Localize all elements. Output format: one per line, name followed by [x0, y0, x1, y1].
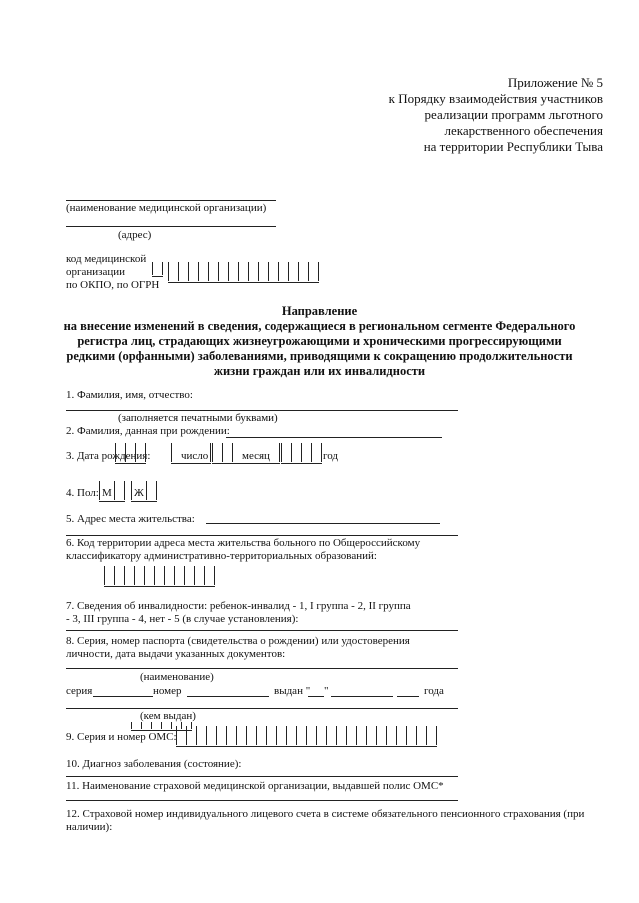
- field-6-label-2: классификатору административно-территориальных образований:: [66, 550, 377, 562]
- doc-series-label: серия: [66, 685, 93, 697]
- org-name-line[interactable]: [66, 200, 276, 201]
- document-title-3: регистра лиц, страдающих жизнеугрожающими и хроническими прогрессирующими: [77, 334, 562, 348]
- doc-issuer-input[interactable]: [66, 708, 458, 709]
- appendix-reference-4: на территории Республики Тыва: [423, 139, 603, 154]
- field-2-input[interactable]: [226, 437, 442, 438]
- doc-issued-quote: ": [324, 685, 329, 697]
- appendix-reference-3: лекарственного обеспечения: [444, 123, 603, 138]
- sex-f-label: Ж: [134, 487, 144, 499]
- field-9-label: 9. Серия и номер ОМС:: [66, 731, 177, 743]
- document-title-4: редкими (орфанными) заболеваниями, приводящими к сокращению продолжительности: [66, 349, 573, 363]
- field-1-caption: (заполняется печатными буквами): [118, 412, 278, 424]
- doc-year-label: года: [424, 685, 444, 697]
- org-code-cells[interactable]: [168, 262, 319, 283]
- field-7-input[interactable]: [66, 630, 458, 631]
- birth-year-cells[interactable]: [281, 443, 322, 464]
- field-8-label-1: 8. Серия, номер паспорта (свидетельства о рождении) или удостоверения: [66, 635, 410, 647]
- field-12-label-1: 12. Страховой номер индивидуального лицевого счета в системе обязательного пенсионного страхования (при: [66, 808, 585, 820]
- field-1-label: 1. Фамилия, имя, отчество:: [66, 389, 193, 401]
- field-10-input[interactable]: [66, 776, 458, 777]
- doc-issued-label: выдан ": [274, 685, 311, 697]
- org-code-cells-1[interactable]: [152, 262, 163, 277]
- birth-day-cells[interactable]: [115, 443, 146, 464]
- field-5-label: 5. Адрес места жительства:: [66, 513, 195, 525]
- org-code-label-1: код медицинской: [66, 253, 147, 265]
- appendix-reference: к Порядку взаимодействия участников: [388, 91, 603, 106]
- doc-issued-day-input[interactable]: [308, 696, 324, 697]
- birth-month-caption: месяц: [242, 450, 270, 462]
- field-12-label-2: наличии):: [66, 821, 113, 833]
- field-7-label-1: 7. Сведения об инвалидности: ребенок-инвалид - 1, I группа - 2, II группа: [66, 600, 411, 612]
- field-1-input[interactable]: [66, 410, 458, 411]
- birth-year-caption: год: [323, 450, 339, 462]
- sex-m-label: М: [102, 487, 112, 499]
- field-6-label-1: 6. Код территории адреса места жительства больного по Общероссийскому: [66, 537, 421, 549]
- doc-issued-month-input[interactable]: [331, 696, 393, 697]
- doc-name-input[interactable]: [66, 668, 458, 669]
- birth-month-cells[interactable]: [212, 443, 233, 464]
- doc-issuer-caption: (кем выдан): [140, 710, 196, 722]
- document-title-2: на внесение изменений в сведения, содержащиеся в региональном сегменте Федерального: [63, 319, 576, 333]
- doc-series-input[interactable]: [93, 696, 153, 697]
- field-7-label-2: - 3, III группа - 4, нет - 5 (в случае установления):: [66, 613, 299, 625]
- document-title-5: жизни граждан или их инвалидности: [213, 364, 426, 378]
- field-2-label: 2. Фамилия, данная при рождении:: [66, 425, 230, 437]
- birth-day-caption: число: [181, 450, 209, 462]
- field-11-label: 11. Наименование страховой медицинской организации, выдавшей полис ОМС*: [66, 780, 444, 792]
- org-address-caption: (адрес): [118, 229, 152, 241]
- document-title: Направление: [281, 304, 358, 318]
- field-5-input[interactable]: [206, 523, 440, 524]
- oms-cells[interactable]: [176, 726, 437, 747]
- field-11-input[interactable]: [66, 800, 458, 801]
- doc-number-label: номер: [153, 685, 182, 697]
- org-address-line[interactable]: [66, 226, 276, 227]
- field-4-label: 4. Пол:: [66, 487, 99, 499]
- appendix-number: Приложение № 5: [507, 75, 603, 90]
- org-code-label-2: организации: [66, 266, 126, 278]
- doc-number-input[interactable]: [187, 696, 269, 697]
- field-8-label-2: личности, дата выдачи указанных документов:: [66, 648, 286, 660]
- org-code-label-3: по ОКПО, по ОГРН: [66, 279, 160, 291]
- doc-issued-year-input[interactable]: [397, 696, 419, 697]
- doc-name-caption: (наименование): [140, 671, 214, 683]
- field-3-label: 3. Дата рождения:: [66, 450, 151, 462]
- field-10-label: 10. Диагноз заболевания (состояние):: [66, 758, 242, 770]
- oktmo-cells[interactable]: [104, 566, 215, 587]
- org-name-caption: (наименование медицинской организации): [66, 202, 267, 214]
- field-5-input-2[interactable]: [66, 535, 458, 536]
- appendix-reference-2: реализации программ льготного: [424, 107, 603, 122]
